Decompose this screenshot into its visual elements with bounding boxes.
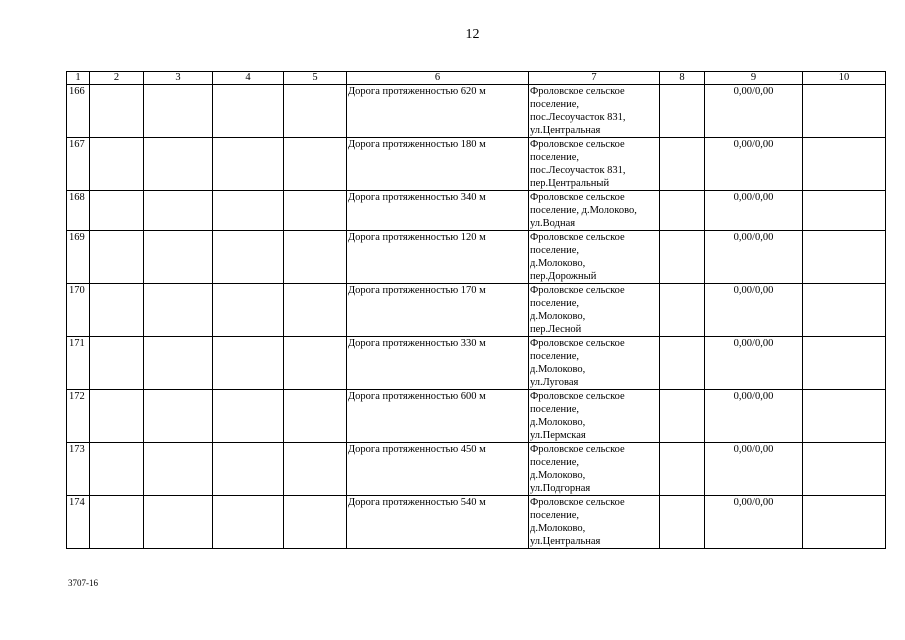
- empty-cell-col10: [803, 390, 886, 443]
- column-header: 1: [67, 72, 90, 85]
- object-name-cell: Дорога протяженностью 340 м: [347, 191, 529, 231]
- row-number-cell: 174: [67, 496, 90, 549]
- empty-cell-col10: [803, 231, 886, 284]
- address-line: пер.Лесной: [530, 324, 582, 335]
- address-line: ул.Подгорная: [530, 483, 591, 494]
- address-line: д.Молоково,: [530, 311, 586, 322]
- empty-cell-col3: [144, 231, 213, 284]
- address-line: ул.Центральная: [530, 536, 601, 547]
- value-cell: 0,00/0,00: [705, 231, 803, 284]
- page-number: 12: [465, 27, 480, 42]
- row-number-cell: 170: [67, 284, 90, 337]
- object-name-cell: Дорога протяженностью 170 м: [347, 284, 529, 337]
- object-name-cell: Дорога протяженностью 620 м: [347, 85, 529, 138]
- address-line: д.Молоково,: [530, 470, 586, 481]
- address-line: д.Молоково,: [530, 258, 586, 269]
- address-line: д.Молоково,: [530, 523, 586, 534]
- empty-cell-col3: [144, 284, 213, 337]
- empty-cell-col5: [284, 443, 347, 496]
- address-line: ул.Луговая: [530, 377, 579, 388]
- address-line: поселение,: [530, 245, 580, 256]
- address-line: поселение,: [530, 351, 580, 362]
- empty-cell-col4: [213, 337, 284, 390]
- address-line: поселение,: [530, 457, 580, 468]
- empty-cell-col2: [90, 337, 144, 390]
- empty-cell-col8: [660, 85, 705, 138]
- empty-cell-col5: [284, 85, 347, 138]
- object-name-cell: Дорога протяженностью 600 м: [347, 390, 529, 443]
- address-cell: [529, 443, 660, 496]
- empty-cell-col3: [144, 85, 213, 138]
- address-cell: [529, 337, 660, 390]
- empty-cell-col4: [213, 443, 284, 496]
- column-header: 8: [660, 72, 705, 85]
- value-cell: 0,00/0,00: [705, 284, 803, 337]
- object-name-cell: Дорога протяженностью 540 м: [347, 496, 529, 549]
- address-cell: [529, 390, 660, 443]
- empty-cell-col10: [803, 138, 886, 191]
- empty-cell-col5: [284, 138, 347, 191]
- empty-cell-col8: [660, 191, 705, 231]
- address-line: пос.Лесоучасток 831,: [530, 112, 626, 123]
- value-cell: 0,00/0,00: [705, 191, 803, 231]
- column-header: 9: [705, 72, 803, 85]
- empty-cell-col3: [144, 337, 213, 390]
- address-line: поселение,: [530, 99, 580, 110]
- row-number-cell: 172: [67, 390, 90, 443]
- table-row: [67, 284, 886, 337]
- address-line: ул.Водная: [530, 218, 576, 229]
- address-cell: [529, 191, 660, 231]
- address-line: поселение,: [530, 510, 580, 521]
- table-row: [67, 337, 886, 390]
- empty-cell-col8: [660, 390, 705, 443]
- empty-cell-col8: [660, 284, 705, 337]
- empty-cell-col5: [284, 231, 347, 284]
- empty-cell-col2: [90, 191, 144, 231]
- empty-cell-col10: [803, 85, 886, 138]
- address-line: поселение,: [530, 404, 580, 415]
- address-line: Фроловское сельское: [530, 86, 625, 97]
- address-cell: [529, 138, 660, 191]
- object-name-cell: Дорога протяженностью 450 м: [347, 443, 529, 496]
- header-row: [67, 72, 886, 85]
- empty-cell-col5: [284, 284, 347, 337]
- object-name-cell: Дорога протяженностью 180 м: [347, 138, 529, 191]
- empty-cell-col4: [213, 138, 284, 191]
- address-line: поселение, д.Молоково,: [530, 205, 637, 216]
- column-header: 2: [90, 72, 144, 85]
- address-line: Фроловское сельское: [530, 391, 625, 402]
- empty-cell-col8: [660, 496, 705, 549]
- empty-cell-col4: [213, 496, 284, 549]
- column-header: 6: [347, 72, 529, 85]
- table-row: [67, 496, 886, 549]
- empty-cell-col10: [803, 337, 886, 390]
- address-cell: [529, 231, 660, 284]
- address-line: пос.Лесоучасток 831,: [530, 165, 626, 176]
- empty-cell-col10: [803, 284, 886, 337]
- empty-cell-col10: [803, 191, 886, 231]
- address-line: ул.Пермская: [530, 430, 586, 441]
- value-cell: 0,00/0,00: [705, 496, 803, 549]
- address-cell: [529, 85, 660, 138]
- table-row: [67, 231, 886, 284]
- row-number-cell: 173: [67, 443, 90, 496]
- address-line: Фроловское сельское: [530, 139, 625, 150]
- column-header: 5: [284, 72, 347, 85]
- empty-cell-col10: [803, 496, 886, 549]
- column-header: 4: [213, 72, 284, 85]
- empty-cell-col3: [144, 191, 213, 231]
- table-row: [67, 390, 886, 443]
- empty-cell-col4: [213, 231, 284, 284]
- empty-cell-col4: [213, 390, 284, 443]
- table-row: [67, 191, 886, 231]
- address-cell: [529, 496, 660, 549]
- column-header: 3: [144, 72, 213, 85]
- empty-cell-col2: [90, 231, 144, 284]
- row-number-cell: 171: [67, 337, 90, 390]
- empty-cell-col3: [144, 443, 213, 496]
- empty-cell-col2: [90, 138, 144, 191]
- object-name-cell: Дорога протяженностью 330 м: [347, 337, 529, 390]
- row-number-cell: 166: [67, 85, 90, 138]
- value-cell: 0,00/0,00: [705, 138, 803, 191]
- row-number-cell: 169: [67, 231, 90, 284]
- table-row: [67, 85, 886, 138]
- empty-cell-col2: [90, 85, 144, 138]
- column-header: 7: [529, 72, 660, 85]
- table-row: [67, 138, 886, 191]
- empty-cell-col5: [284, 191, 347, 231]
- empty-cell-col2: [90, 443, 144, 496]
- value-cell: 0,00/0,00: [705, 390, 803, 443]
- empty-cell-col3: [144, 138, 213, 191]
- address-line: Фроловское сельское: [530, 338, 625, 349]
- address-line: Фроловское сельское: [530, 232, 625, 243]
- address-line: пер.Дорожный: [530, 271, 597, 282]
- value-cell: 0,00/0,00: [705, 337, 803, 390]
- address-cell: [529, 284, 660, 337]
- empty-cell-col5: [284, 496, 347, 549]
- address-line: поселение,: [530, 298, 580, 309]
- empty-cell-col3: [144, 496, 213, 549]
- empty-cell-col2: [90, 284, 144, 337]
- row-number-cell: 168: [67, 191, 90, 231]
- value-cell: 0,00/0,00: [705, 85, 803, 138]
- empty-cell-col5: [284, 390, 347, 443]
- row-number-cell: 167: [67, 138, 90, 191]
- property-table: [66, 71, 886, 549]
- empty-cell-col8: [660, 231, 705, 284]
- document-code: 3707-16: [68, 578, 98, 588]
- empty-cell-col5: [284, 337, 347, 390]
- empty-cell-col4: [213, 191, 284, 231]
- empty-cell-col2: [90, 496, 144, 549]
- address-line: ул.Центральная: [530, 125, 601, 136]
- empty-cell-col4: [213, 284, 284, 337]
- empty-cell-col4: [213, 85, 284, 138]
- empty-cell-col8: [660, 337, 705, 390]
- value-cell: 0,00/0,00: [705, 443, 803, 496]
- address-line: д.Молоково,: [530, 364, 586, 375]
- column-header: 10: [803, 72, 886, 85]
- address-line: Фроловское сельское: [530, 192, 625, 203]
- address-line: Фроловское сельское: [530, 444, 625, 455]
- empty-cell-col10: [803, 443, 886, 496]
- empty-cell-col3: [144, 390, 213, 443]
- address-line: поселение,: [530, 152, 580, 163]
- address-line: Фроловское сельское: [530, 285, 625, 296]
- address-line: пер.Центральный: [530, 178, 610, 189]
- empty-cell-col8: [660, 138, 705, 191]
- table-row: [67, 443, 886, 496]
- address-line: д.Молоково,: [530, 417, 586, 428]
- empty-cell-col2: [90, 390, 144, 443]
- empty-cell-col8: [660, 443, 705, 496]
- object-name-cell: Дорога протяженностью 120 м: [347, 231, 529, 284]
- address-line: Фроловское сельское: [530, 497, 625, 508]
